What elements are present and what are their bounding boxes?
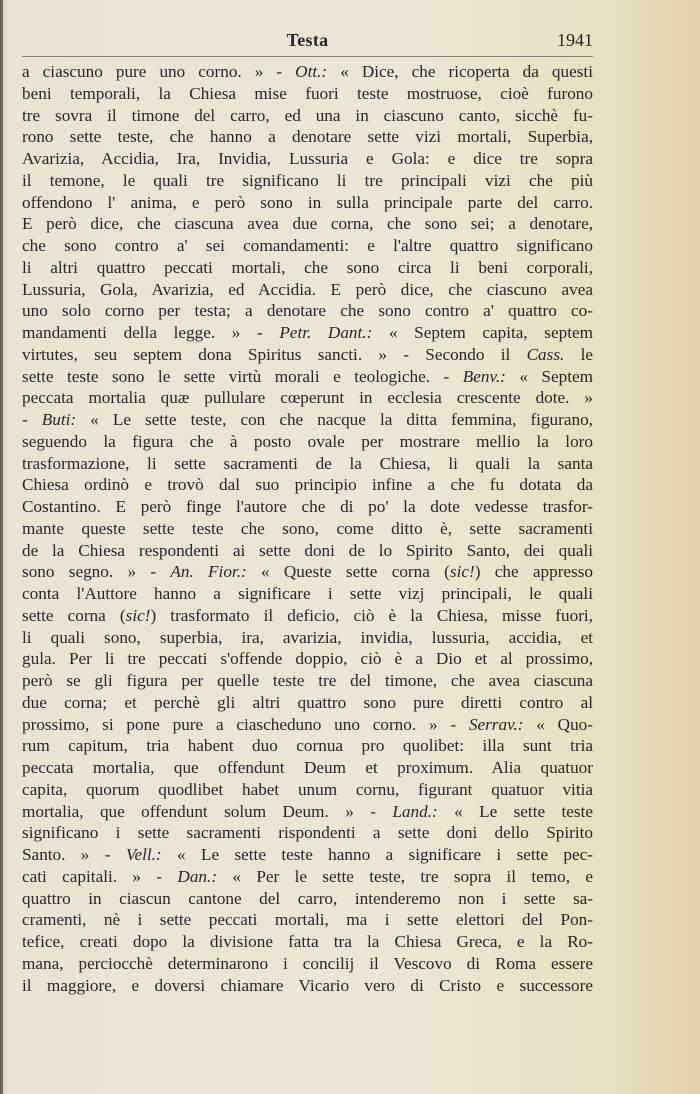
text-segment: però se gli figura per quelle teste tre del timone, che avea ciascuna xyxy=(22,671,593,690)
text-segment: prossimo, si pone pure a ciascheduno uno corno. » - xyxy=(22,714,469,734)
text-line xyxy=(22,583,593,605)
text-line xyxy=(22,61,593,83)
text-line xyxy=(22,888,593,910)
text-line xyxy=(22,83,593,105)
text-segment: « Dice, che ricoperta da questi xyxy=(327,62,593,81)
text-line xyxy=(22,235,593,257)
text-segment: sette teste sono le sette virtù morali e teologiche. - xyxy=(22,366,463,386)
text-line xyxy=(22,518,593,540)
citation-abbreviation: Ott.: xyxy=(295,62,328,81)
citation-abbreviation: sic! xyxy=(449,562,475,582)
text-segment: sette corna ( xyxy=(22,605,126,625)
citation-abbreviation: Land.: xyxy=(392,801,438,821)
citation-abbreviation: Petr. Dant.: xyxy=(279,323,373,342)
text-segment: « Per le sette teste, tre sopra il temo, e xyxy=(217,866,593,886)
text-line xyxy=(22,453,593,475)
text-segment: « Septem xyxy=(505,366,593,386)
page-title: Testa xyxy=(286,30,329,50)
text-segment: Avarizia, Accidia, Ira, Invidia, Lussuria e Gola: e dice tre sopra xyxy=(22,149,593,168)
text-segment: quattro in ciascun cantone del carro, intenderemo non i sette sa- xyxy=(22,888,593,908)
text-line xyxy=(22,735,593,757)
text-line xyxy=(22,126,593,148)
citation-abbreviation: Vell.: xyxy=(125,845,162,864)
text-segment: conta l'Auttore hanno a significare i sette vizj principali, le quali xyxy=(22,584,593,603)
text-line xyxy=(22,801,593,823)
text-segment: il temone, le quali tre significano li tre principali vizi che più xyxy=(22,170,593,190)
text-segment: a ciascuno pure uno corno. » - xyxy=(22,62,296,81)
text-line xyxy=(22,909,593,931)
text-segment: E però dice, che ciascuna avea due corna, che sono sei; a denotare, xyxy=(22,214,593,234)
text-line xyxy=(22,648,593,670)
text-line xyxy=(22,779,593,801)
text-line xyxy=(22,170,593,192)
text-segment: « Le sette teste xyxy=(437,801,594,821)
text-line xyxy=(22,931,593,953)
text-segment: capita, quorum quodlibet habet unum cornu, figurant quatuor vitia xyxy=(22,779,593,799)
text-line xyxy=(22,344,593,366)
text-segment: mana, perciocchè determinarono i concilij il Vescovo di Roma essere xyxy=(22,953,593,973)
text-line xyxy=(22,387,593,409)
text-segment: significano i sette sacramenti rispondenti a sette doni dello Spirito xyxy=(22,823,593,843)
text-line xyxy=(22,105,593,127)
text-segment: li quali sono, superbia, ira, avarizia, invidia, lussuria, accidia, et xyxy=(22,627,593,647)
text-segment: uno solo corno per testa; a denotare che sono contro a' quattro co- xyxy=(22,301,593,321)
text-segment: ) che appresso xyxy=(474,562,594,582)
text-segment: li altri quattro peccati mortali, che sono circa li beni corporali, xyxy=(22,257,593,277)
text-segment: le xyxy=(564,344,593,364)
text-segment: mortalia, que offendunt solum Deum. » - xyxy=(22,801,393,821)
text-line xyxy=(22,213,593,235)
text-segment: trasformazione, li sette sacramenti de la Chiesa, li quali la santa xyxy=(22,453,593,473)
text-segment: tefice, creati dopo la divisione fatta tra la Chiesa Greca, e la Ro- xyxy=(22,932,593,951)
text-line xyxy=(22,953,593,975)
text-segment: « Quo- xyxy=(523,714,593,734)
text-segment: Santo. » - xyxy=(22,845,126,864)
text-line xyxy=(22,148,593,170)
text-segment: cramenti, nè i sette peccati mortali, ma i sette elettori del Pon- xyxy=(22,910,593,930)
text-segment: Chiesa ordinò e trovò dal suo principio infine a che fu dotata da xyxy=(22,475,593,495)
citation-abbreviation: Serrav.: xyxy=(468,714,524,734)
text-segment: ) trasformato il deficio, ciò è la Chiesa, misse fuori, xyxy=(150,605,593,625)
text-line xyxy=(22,844,593,866)
text-segment: - xyxy=(22,410,42,429)
page-number: 1941 xyxy=(557,30,593,50)
text-line xyxy=(22,496,593,518)
citation-abbreviation: Dan.: xyxy=(177,866,218,886)
text-segment: offendono l' anima, e però sono in sulla principale parte del carro. xyxy=(22,192,593,212)
header-rule xyxy=(22,56,593,57)
text-line xyxy=(22,366,593,388)
text-segment: sono segno. » - xyxy=(22,562,171,582)
text-segment: mandamenti della legge. » - xyxy=(22,323,280,342)
text-segment: che sono contro a' sei comandamenti: e l'altre quattro significano xyxy=(22,236,593,255)
text-line xyxy=(22,605,593,627)
text-line xyxy=(22,757,593,779)
text-line xyxy=(22,540,593,562)
text-segment: il maggiore, e doversi chiamare Vicario vero di Cristo e successore xyxy=(22,975,593,995)
text-segment: mante queste sette teste che sono, come ditto è, sette sacramenti xyxy=(22,518,593,538)
text-line xyxy=(22,279,593,301)
text-line xyxy=(22,822,593,844)
text-line xyxy=(22,975,593,997)
citation-abbreviation: Benv.: xyxy=(462,366,506,386)
text-segment: peccata mortalia, que offendunt Deum et proximum. Alia quatuor xyxy=(22,758,593,777)
text-segment: de la Chiesa respondenti ai sette doni de lo Spirito Santo, dei quali xyxy=(22,540,593,560)
text-segment: seguendo la figura che à posto ovale per mostrare mellio la loro xyxy=(22,431,593,451)
text-line xyxy=(22,322,593,344)
text-segment: « Le sette teste hanno a significare i sette pec- xyxy=(161,845,594,864)
citation-abbreviation: An. Fior.: xyxy=(170,562,247,582)
text-line xyxy=(22,561,593,583)
text-line xyxy=(22,474,593,496)
text-segment: « Septem capita, septem xyxy=(372,323,593,342)
text-segment: « Queste sette corna ( xyxy=(246,562,450,582)
text-line xyxy=(22,670,593,692)
page-binding-edge xyxy=(0,0,3,1094)
text-segment: « Le sette teste, con che nacque la ditta femmina, figurano, xyxy=(76,410,593,429)
text-segment: virtutes, seu septem dona Spiritus sancti. » - Secondo il xyxy=(22,344,527,364)
citation-abbreviation: sic! xyxy=(125,605,151,625)
text-segment: peccata mortalia quæ pullulare cœperunt in ecclesia crescente dote. » xyxy=(22,388,593,408)
body-text xyxy=(22,61,593,996)
text-line xyxy=(22,627,593,649)
text-segment: Costantino. E però finge l'autore che di po' la dote vedesse trasfor- xyxy=(22,497,593,516)
running-head xyxy=(22,30,593,54)
citation-abbreviation: Buti: xyxy=(41,410,77,429)
text-line xyxy=(22,192,593,214)
text-line xyxy=(22,300,593,322)
text-line xyxy=(22,257,593,279)
text-segment: gula. Per li tre peccati s'offende doppio, ciò è a Dio et al prossimo, xyxy=(22,649,593,669)
text-segment: due corna; et perchè gli altri quattro sono pure diretti contro al xyxy=(22,692,593,712)
text-segment: cati capitali. » - xyxy=(22,866,178,886)
text-segment: beni temporali, la Chiesa mise fuori teste mostruose, cioè furono xyxy=(22,83,593,103)
text-line xyxy=(22,431,593,453)
text-segment: rono sette teste, che hanno a denotare sette vizi mortali, Superbia, xyxy=(22,127,593,147)
text-segment: tre sovra il timone del carro, ed una in ciascuno canto, sicchè fu- xyxy=(22,105,593,125)
text-segment: rum capitum, tria habent duo cornua pro quolibet: illa sunt tria xyxy=(22,736,593,756)
text-line xyxy=(22,866,593,888)
citation-abbreviation: Cass. xyxy=(526,344,565,364)
text-segment: Lussuria, Gola, Avarizia, ed Accidia. E però dice, che ciascuno avea xyxy=(22,279,593,299)
text-line xyxy=(22,692,593,714)
text-line xyxy=(22,409,593,431)
text-line xyxy=(22,714,593,736)
